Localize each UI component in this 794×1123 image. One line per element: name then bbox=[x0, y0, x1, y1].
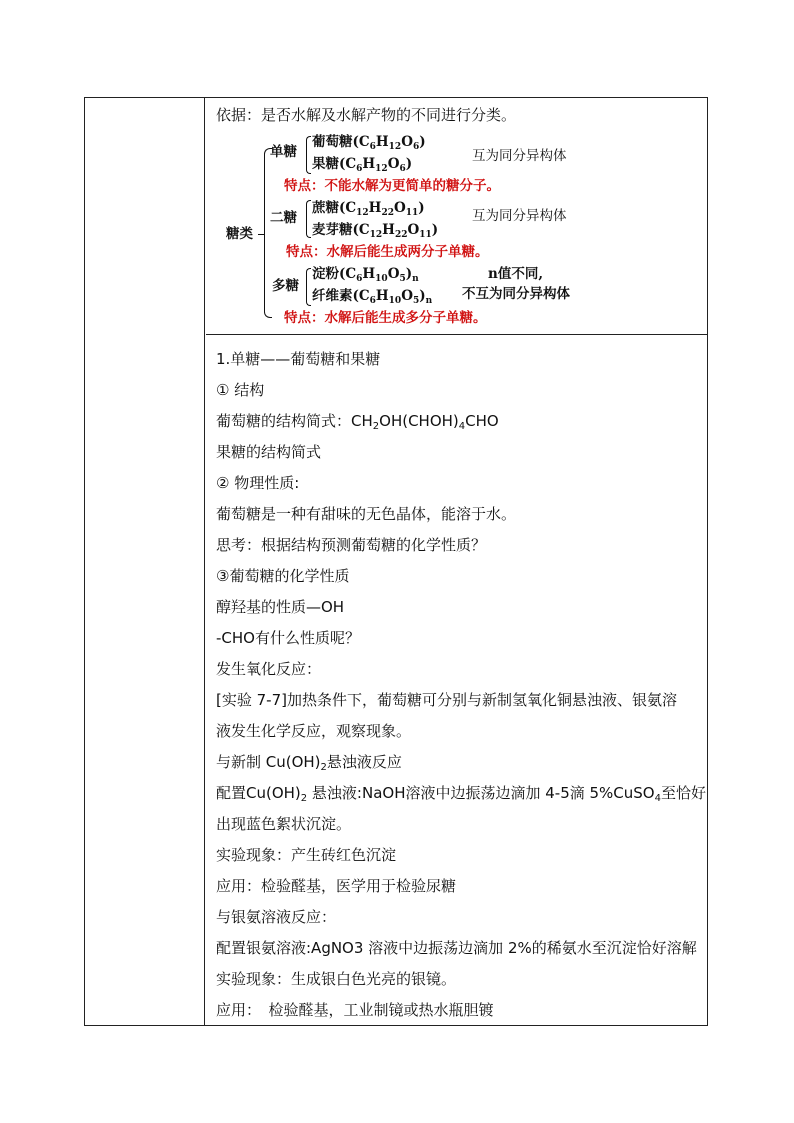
content-cell bbox=[206, 98, 707, 1025]
silver-ammonia-phenomenon: 实验现象：生成银白色光亮的银镜。 bbox=[216, 970, 457, 988]
experiment-7-7-line2: 液发生化学反应，观察现象。 bbox=[216, 722, 412, 740]
poly-relation-2: 不互为同分异构体 bbox=[462, 286, 570, 302]
poly-relation-1: n值不同, bbox=[488, 266, 544, 282]
left-column-cell bbox=[85, 98, 205, 1025]
maltose-formula: 麦芽糖$(C_{12}H_{22}O_{11})$ bbox=[312, 222, 439, 240]
cuoh2-phenomenon: 实验现象：产生砖红色沉淀 bbox=[216, 846, 397, 864]
poly-feature: 特点：水解后能生成多分子单糖。 bbox=[284, 310, 487, 326]
section-divider bbox=[206, 334, 707, 335]
glucose-structure-formula: 葡萄糖的结构简式：$CH_2OH(CHOH)_4CHO$ bbox=[216, 412, 499, 432]
root-label-sugars: 糖类 bbox=[226, 226, 253, 242]
lesson-table bbox=[84, 97, 708, 1026]
silver-ammonia-application: 应用： 检验醛基，工业制镜或热水瓶胆镀 bbox=[216, 1001, 494, 1019]
poly-brace bbox=[306, 268, 311, 306]
mono-label: 单糖 bbox=[270, 144, 297, 160]
cuoh2-preparation-line1: 配置$Cu(OH)_2$ 悬浊液:NaOH溶液中边振荡边滴加 4-5滴 5%CuSO$_4$至恰好 bbox=[216, 784, 707, 804]
cuoh2-reaction-heading: 与新制 $Cu(OH)_2$悬浊液反应 bbox=[216, 753, 402, 773]
sucrose-formula: 蔗糖$(C_{12}H_{22}O_{11})$ bbox=[312, 200, 425, 218]
aldehyde-question: -CHO有什么性质呢？ bbox=[216, 629, 360, 647]
classification-basis: 依据：是否水解及水解产物的不同进行分类。 bbox=[216, 106, 517, 124]
experiment-7-7-line1: [实验 7-7]加热条件下，葡萄糖可分别与新制氢氧化铜悬浊液、银氨溶 bbox=[216, 691, 677, 709]
cuoh2-application: 应用：检验醛基，医学用于检验尿糖 bbox=[216, 877, 457, 895]
mono-brace bbox=[306, 136, 311, 174]
root-brace-tip bbox=[258, 234, 264, 235]
fructose-formula: 果糖$(C_6H_{12}O_6)$ bbox=[312, 156, 413, 174]
glucose-physical-description: 葡萄糖是一种有甜味的无色晶体，能溶于水。 bbox=[216, 505, 517, 523]
fructose-structure-formula: 果糖的结构简式 bbox=[216, 443, 322, 461]
subheading-structure: ① 结构 bbox=[216, 381, 265, 399]
poly-label: 多糖 bbox=[272, 278, 299, 294]
cuoh2-preparation-line2: 出现蓝色絮状沉淀。 bbox=[216, 815, 352, 833]
mono-relation: 互为同分异构体 bbox=[472, 148, 567, 164]
di-relation: 互为同分异构体 bbox=[472, 208, 567, 224]
silver-ammonia-heading: 与银氨溶液反应： bbox=[216, 908, 337, 926]
silver-ammonia-preparation: 配置银氨溶液:AgNO3 溶液中边振荡边滴加 2%的稀氨水至沉淀恰好溶解 bbox=[216, 939, 697, 957]
root-brace bbox=[264, 148, 272, 318]
subheading-physical-properties: ② 物理性质: bbox=[216, 474, 300, 492]
cellulose-formula: 纤维素$(C_6H_{10}O_5)_n$ bbox=[312, 288, 433, 306]
sugar-classification-diagram bbox=[206, 128, 709, 338]
di-brace bbox=[306, 200, 311, 238]
di-label: 二糖 bbox=[270, 210, 297, 226]
di-feature: 特点：水解后能生成两分子单糖。 bbox=[286, 244, 489, 260]
thinking-question: 思考：根据结构预测葡萄糖的化学性质？ bbox=[216, 536, 487, 554]
oxidation-reaction: 发生氧化反应： bbox=[216, 660, 322, 678]
subheading-chemical-properties: ③葡萄糖的化学性质 bbox=[216, 567, 350, 585]
section-heading-monosaccharides: 1.单糖——葡萄糖和果糖 bbox=[216, 350, 381, 368]
hydroxyl-property: 醇羟基的性质—OH bbox=[216, 598, 345, 616]
glucose-formula: 葡萄糖$(C_6H_{12}O_6)$ bbox=[312, 134, 426, 152]
starch-formula: 淀粉$(C_6H_{10}O_5)_n$ bbox=[312, 266, 419, 284]
mono-feature: 特点：不能水解为更简单的糖分子。 bbox=[284, 178, 500, 194]
